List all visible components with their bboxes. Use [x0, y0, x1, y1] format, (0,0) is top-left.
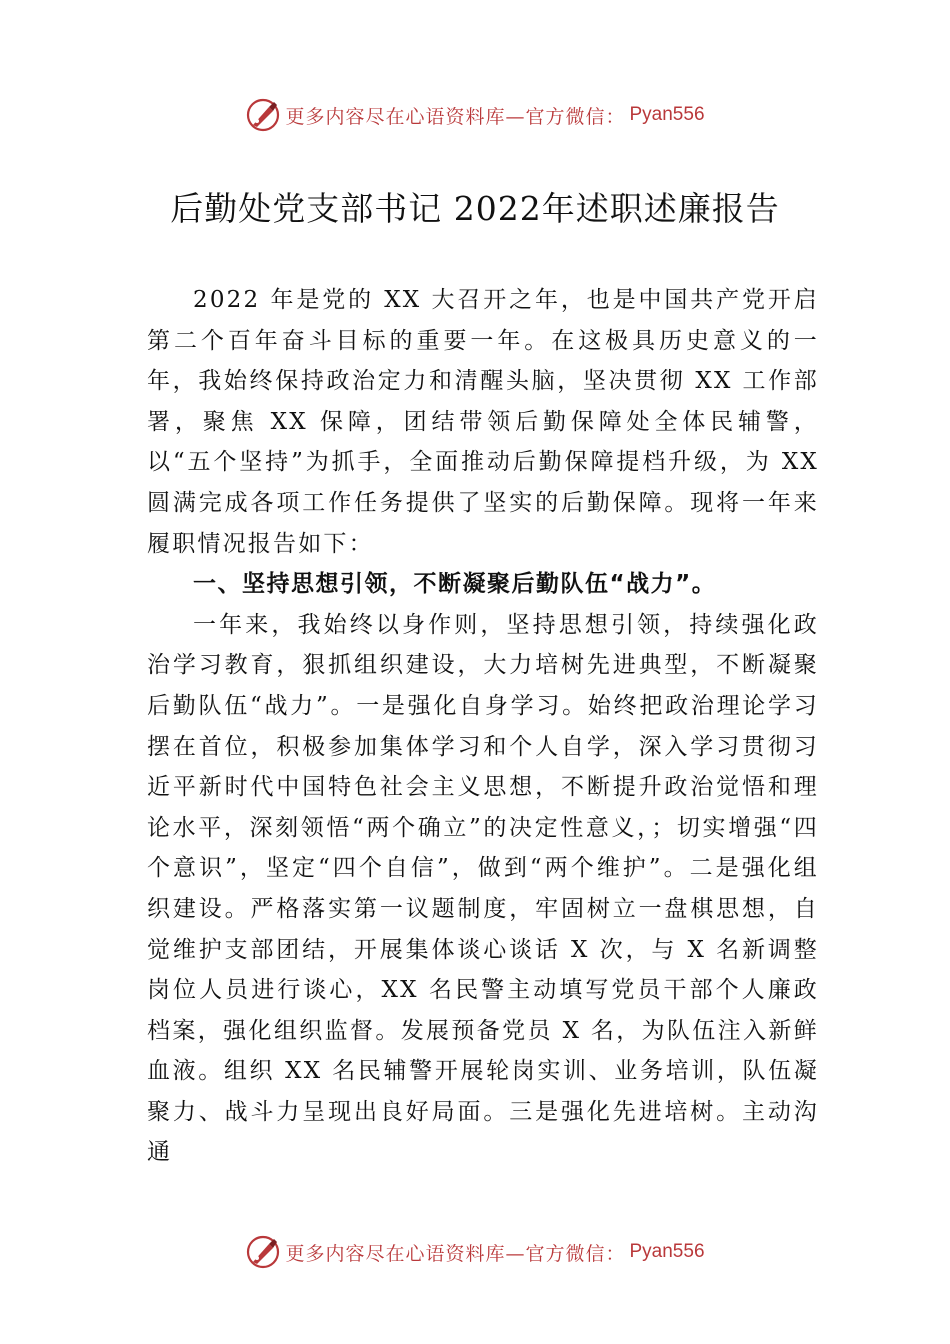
page-title: 后勤处党支部书记 2022年述职述廉报告 [170, 189, 780, 228]
banner-wechat-id: Pyan556 [629, 1241, 705, 1262]
pen-logo-icon [245, 1234, 281, 1270]
header-banner [0, 95, 950, 135]
document-body [147, 280, 819, 1173]
footer-banner [0, 1232, 950, 1272]
pen-logo-icon [245, 97, 281, 133]
intro-paragraph: 2022 年是党的 XX 大召开之年，也是中国共产党开启第二个百年奋斗目标的重要一年。在这极具历史意义的一年，我始终保持政治定力和清醒头脑，坚决贯彻 XX 工作部署，聚焦 XX 保障，团结带领后勤保障处全体民辅警，以“五个坚持”为抓手，全面推动后勤保障提档升级，为 XX 圆满完成各项工作任务提供了坚实的后勤保障。现将一年来履职情况报告如下： [147, 287, 819, 557]
section-heading: 一、坚持思想引领，不断凝聚后勤队伍“战力”。 [193, 571, 717, 598]
banner-text: 更多内容尽在心语资料库—官方微信： [285, 1242, 626, 1265]
banner-wechat-id: Pyan556 [629, 104, 705, 125]
banner-text: 更多内容尽在心语资料库—官方微信： [285, 105, 626, 128]
section-paragraph: 一年来，我始终以身作则，坚持思想引领，持续强化政治学习教育，狠抓组织建设，大力培树先进典型，不断凝聚后勤队伍“战力”。一是强化自身学习。始终把政治理论学习摆在首位，积极参加集体学习和个人自学，深入学习贯彻习近平新时代中国特色社会主义思想，不断提升政治觉悟和理论水平，深刻领悟“两个确立”的决定性意义，；切实增强“四个意识”，坚定“四个自信”，做到“两个维护”。二是强化组织建设。严格落实第一议题制度，牢固树立一盘棋思想，自觉维护支部团结，开展集体谈心谈话 X 次，与 X 名新调整岗位人员进行谈心，XX 名民警主动填写党员干部个人廉政档案，强化组织监督。发展预备党员 X 名，为队伍注入新鲜血液。组织 XX 名民辅警开展轮岗实训、业务培训，队伍凝聚力、战斗力呈现出良好局面。三是强化先进培树。主动沟通 [147, 611, 819, 1166]
